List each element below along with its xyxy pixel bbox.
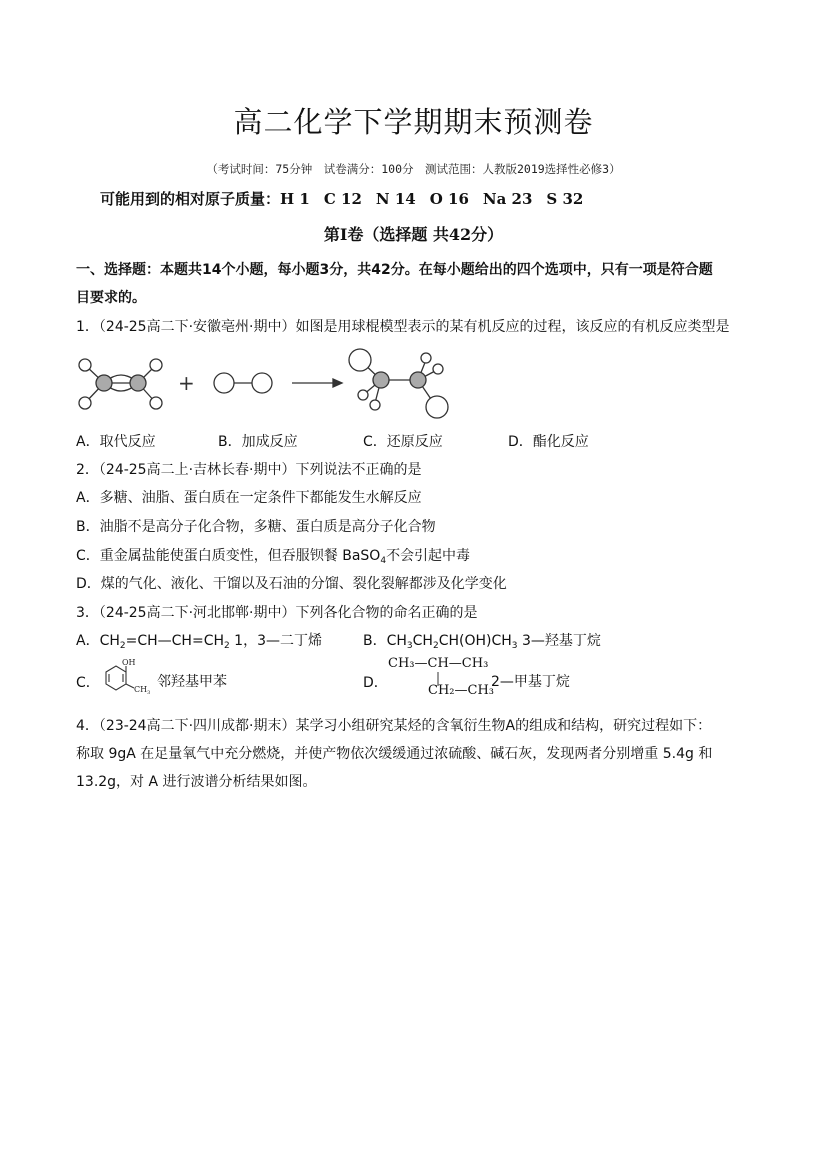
atomic-mass-c: C 12 [323, 190, 362, 208]
section-title: 第Ⅰ卷（选择题 共42分） [323, 225, 504, 244]
reaction-arrow-icon [292, 379, 342, 387]
q2-option-a: A．多糖、油脂、蛋白质在一定条件下都能发生水解反应 [76, 490, 422, 506]
q2-option-c: C．重金属盐能使蛋白质变性，但吞服钡餐 BaSO$_4$不会引起中毒 [76, 548, 471, 566]
q3-option-c-label: C． [76, 675, 100, 691]
o-cresol-structure [96, 656, 158, 696]
diatomic-model [214, 373, 272, 393]
q1-option-d: D．酯化反应 [508, 434, 589, 450]
q2-stem: 2．（24-25高二上·吉林长春·期中）下列说法不正确的是 [76, 462, 422, 478]
q3-option-d-row2: CH₂—CH₃ [428, 683, 494, 698]
q2-option-b: B．油脂不是高分子化合物，多糖、蛋白质是高分子化合物 [76, 519, 436, 535]
q4-line-3: 13.2g，对 A 进行波谱分析结果如图。 [76, 774, 317, 790]
atomic-mass-label: 可能用到的相对原子质量： [100, 190, 281, 208]
q3-option-c-name: 邻羟基甲苯 [157, 674, 227, 690]
exam-info: （考试时间：75分钟 试卷满分：100分 测试范围：人教版2019选择性必修3） [206, 162, 621, 176]
atomic-mass-o: O 16 [429, 190, 469, 208]
product-model [349, 349, 448, 418]
atomic-mass-h: H 1 [280, 190, 310, 208]
q1-option-c: C．还原反应 [363, 434, 443, 450]
q3-option-d-name: 2—甲基丁烷 [491, 674, 570, 690]
q1-stem: 1．（24-25高二下·安徽亳州·期中）如图是用球棍模型表示的某有机反应的过程，该反应的有机反应类型是 [76, 319, 730, 335]
q3-option-a: A．$CH_2=CH—CH=CH_2$ 1，3—二丁烯 [76, 633, 322, 651]
q3-option-d-label: D． [363, 675, 388, 691]
q1-option-b: B．加成反应 [218, 434, 298, 450]
oh-label: OH [122, 658, 136, 667]
instructions-line-1: 一、选择题：本题共14个小题，每小题3分，共42分。在每小题给出的四个选项中，只有一项是符合题 [76, 262, 713, 278]
ethylene-model [79, 359, 162, 409]
atomic-mass-na: Na 23 [482, 190, 533, 208]
q4-line-2: 称取 9gA 在足量氧气中充分燃烧，并使产物依次缓缓通过浓硫酸、碱石灰，发现两者分别增重 5.4g 和 [76, 746, 713, 762]
instructions-line-2: 目要求的。 [76, 290, 146, 306]
atomic-mass-s: S 32 [546, 190, 584, 208]
page-title: 高二化学下学期期末预测卷 [233, 105, 594, 139]
q3-option-d-row1: CH₃—CH—CH₃ [388, 656, 489, 671]
q3-stem: 3．（24-25高二下·河北邯郸·期中）下列各化合物的命名正确的是 [76, 605, 478, 621]
atomic-masses [100, 188, 583, 209]
q3-option-b: B．$CH_3CH_2CH(OH)CH_3$ 3—羟基丁烷 [363, 633, 601, 651]
plus-sign: + [178, 371, 195, 395]
q2-option-d: D．煤的气化、液化、干馏以及石油的分馏、裂化裂解都涉及化学变化 [76, 576, 507, 592]
reaction-diagram [70, 345, 470, 425]
q4-line-1: 4．（23-24高二下·四川成都·期末）某学习小组研究某烃的含氧衍生物A的组成和结构，研究过程如下： [76, 718, 712, 734]
ch3-label: $CH_3$ [134, 685, 151, 696]
q1-option-a: A．取代反应 [76, 434, 156, 450]
atomic-mass-n: N 14 [375, 190, 416, 208]
